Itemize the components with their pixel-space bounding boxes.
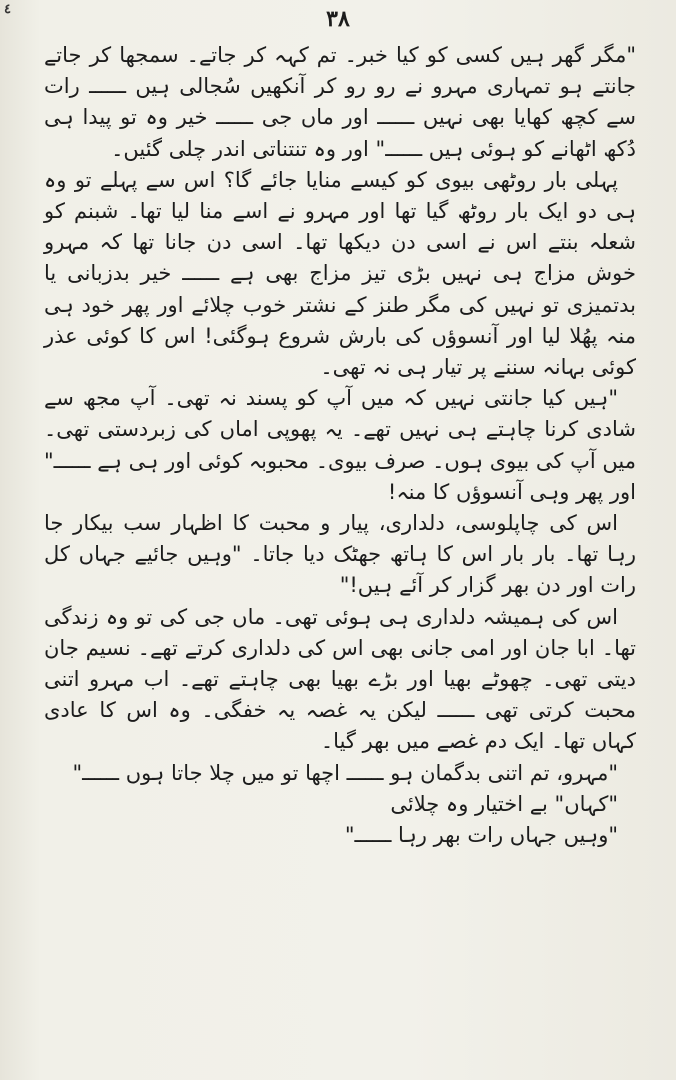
paragraph: "مگر گھر ہیں کسی کو کیا خبر۔ تم کہہ کر جاتے۔ سمجھا کر جاتے جانتے ہو تمہاری مہرو نے رو رو کر آنکھیں سُجالی ہیں ــــــ رات سے کچھ کھایا بھی نہیں ــــــ اور ماں جی ــــــ خیر وہ تو پیدا ہی دُکھ اٹھانے کو ہوئی ہیں ــــــ" اور وہ تنتناتی اندر چلی گئیں۔ <box>44 43 636 161</box>
paragraph: "کہاں" بے اختیار وہ چلائی <box>390 791 618 816</box>
paragraph: اس کی ہمیشہ دلداری ہی ہوئی تھی۔ ماں جی کی تو وہ زندگی تھا۔ ابا جان اور امی جانی بھی اس کی دلداری کرتے تھے۔ نسیم جان دیتی تھی۔ چھوٹے بھیا اور بڑے بھیا بھی چاہتے تھے۔ اب مہرو اتنی محبت کرتی تھی ــــــ لیکن یہ غصہ یہ خفگی۔ وہ اس کا عادی کہاں تھا۔ ایک دم غصے میں بھر گیا۔ <box>44 604 636 754</box>
corner-mark: ٤ <box>4 2 11 17</box>
page-body-text <box>44 40 636 851</box>
paragraph: "ہیں کیا جانتی نہیں کہ میں آپ کو پسند نہ تھی۔ آپ مجھ سے شادی کرنا چاہتے ہی نہیں تھے۔ یہ پھوپی اماں کی زبردستی تھی۔ میں آپ کی بیوی ہوں۔ صرف بیوی۔ محبوبہ کوئی اور ہی ہے ــــــ" اور پھر وہی آنسوؤں کا منہ! <box>44 386 636 504</box>
paragraph: پہلی بار روٹھی بیوی کو کیسے منایا جائے گا؟ اس سے پہلے تو وہ ہی دو ایک بار روٹھ گیا تھا اور مہرو نے اسے منا لیا تھا۔ شبنم کو شعلہ بنتے اس نے اسی دن دیکھا تھا۔ اسی دن جانا تھا کہ مہرو خوش مزاج ہی نہیں بڑی تیز مزاج بھی ہے ــــــ خیر بدزبانی یا بدتمیزی تو نہیں کی مگر طنز کے نشتر خوب چلائے اور پھر خود ہی منہ پھُلا لیا اور آنسوؤں کی بارش شروع ہوگئی! اس کا کوئی عذر کوئی بہانہ سننے پر تیار ہی نہ تھی۔ <box>44 167 636 380</box>
paragraph: اس کی چاپلوسی، دلداری، پیار و محبت کا اظہار سب بیکار جا رہا تھا۔ بار بار اس کا ہاتھ جھٹک دیا جاتا۔ "وہیں جائیے جہاں کل رات اور دن بھر گزار کر آئے ہیں!" <box>44 511 636 598</box>
paragraph: "مہرو، تم اتنی بدگمان ہو ــــــ اچھا تو میں چلا جاتا ہوں ــــــ" <box>72 760 618 785</box>
paragraph: "وہیں جہاں رات بھر رہا ــــــ" <box>344 823 618 848</box>
page-number: ۳۸ <box>326 6 350 32</box>
